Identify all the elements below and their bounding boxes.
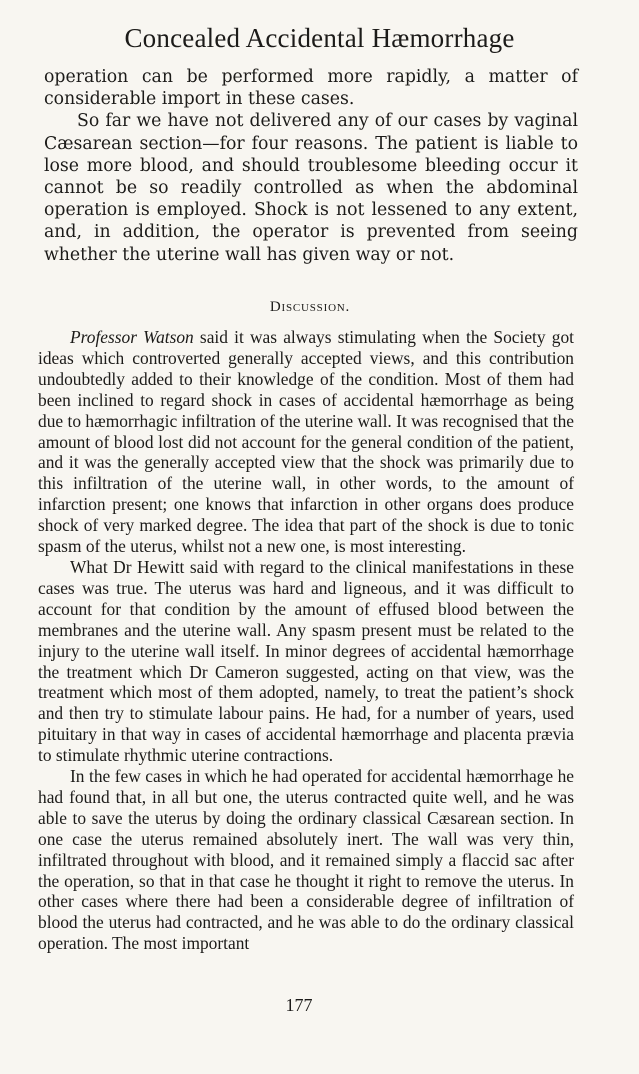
watson-text: said it was always stimulating when the Society got ideas which controverted generally accepted views, and this contribution undoubtedly added to their knowledge of the condition. Most of them had been inclined to regard shock in cases of accidental hæmorrhage as being due to hæmorrhagic infiltration of the uterine wall. It was recognised that the amount of blood lost did not account for the general condition of the patient, and it was the generally accepted view that the shock was primarily due to this infiltration of the uterine wall, in other words, to the amount of infarction present; one knows that infarction in other organs does produce shock of very marked degree. The idea that part of the shock is due to tonic spasm of the uterus, whilst not a new one, is most interesting. (38, 327, 574, 557)
speaker-name: Professor Watson (70, 327, 194, 347)
running-head: Concealed Accidental Hæmorrhage (124, 23, 515, 53)
discussion-text (38, 327, 574, 954)
paragraph-operation: operation can be performed more rapidly, a matter of considerable import in these cases. (44, 67, 578, 110)
main-text (44, 66, 578, 266)
discussion-heading: Discussion. (269, 299, 351, 315)
page-number: 177 (285, 995, 313, 1015)
paragraph-vaginal-section: So far we have not delivered any of our cases by vaginal Cæsarean section—for four reasons. The patient is liable to lose more blood, and should troublesome bleeding occur it cannot be so readily controlled as when the abdominal operation is employed. Shock is not lessened to any extent, and, in addition, the operator is prevented from seeing whether the uterine wall has given way or not. (44, 111, 578, 265)
paragraph-operated-cases: In the few cases in which he had operated for accidental hæmorrhage he had found that, in all but one, the uterus contracted quite well, and he was able to save the uterus by doing the ordinary classical Cæsarean section. In one case the uterus remained absolutely inert. The wall was very thin, infiltrated throughout with blood, and it remained simply a flaccid sac after the operation, so that in that case he thought it right to remove the uterus. In other cases where there had been a considerable degree of infiltration of blood the uterus had contracted, and he was able to do the ordinary classical operation. The most important (38, 766, 574, 954)
paragraph-hewitt: What Dr Hewitt said with regard to the clinical manifestations in these cases was true. The uterus was hard and ligneous, and it was difficult to account for that condition by the amount of effused blood between the membranes and the uterine wall. Any spasm present must be related to the injury to the uterine wall itself. In minor degrees of accidental hæmorrhage the treatment which Dr Cameron suggested, acting on that view, was the treatment which most of them adopted, namely, to treat the patient’s shock and then try to stimulate labour pains. He had, for a number of years, used pituitary in that way in cases of accidental hæmorrhage and placenta prævia to stimulate rhythmic uterine contractions. (38, 556, 574, 766)
paragraph-watson (38, 327, 574, 557)
